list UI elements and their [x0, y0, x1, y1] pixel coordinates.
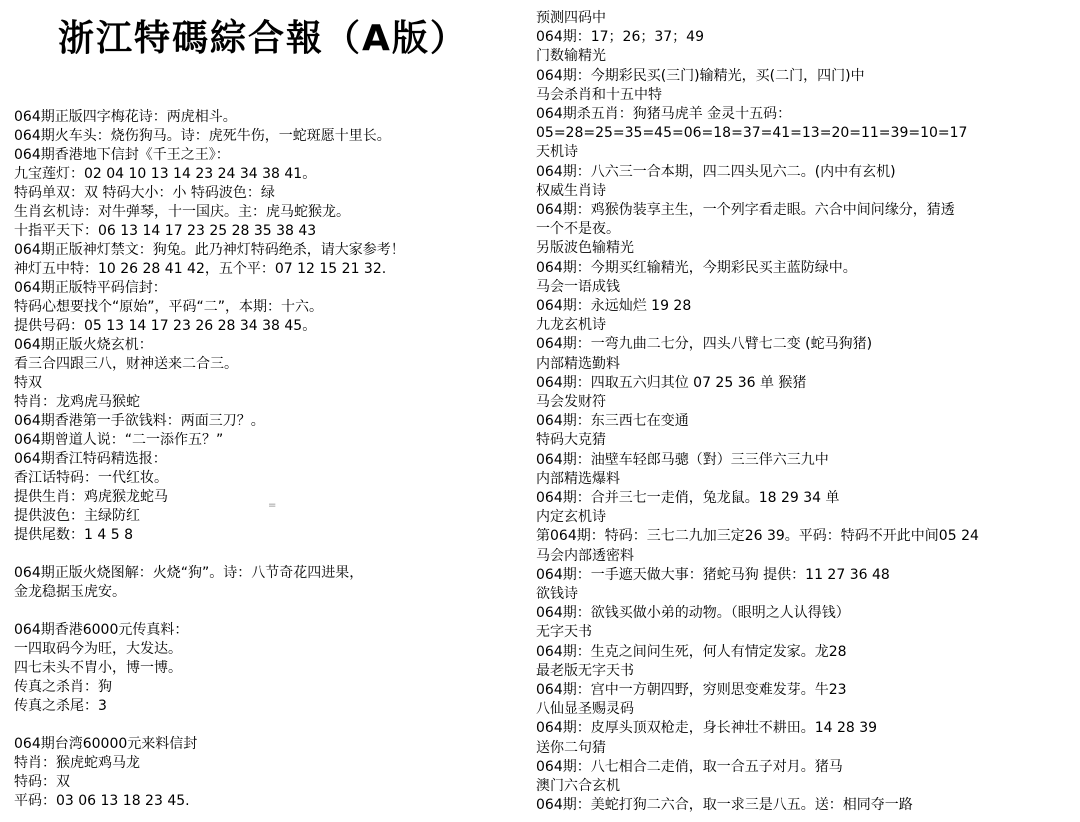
right-line: 九龙玄机诗 [536, 317, 606, 334]
right-line: 马会发财符 [536, 394, 606, 410]
left-line: 提供波色：主绿防红 [14, 508, 140, 524]
left-line: 064期香港第一手欲钱料：两面三刀？。 [14, 413, 265, 429]
right-line: 马会一语成钱 [536, 278, 620, 295]
right-line: 送你二句猜 [536, 739, 606, 756]
right-line: 064期：宫中一方朝四野，穷则思变难发芽。牛23 [536, 682, 847, 698]
right-line: 内部精选爆料 [536, 470, 620, 487]
right-line: 064期：东三西七在变通 [536, 413, 689, 430]
left-line: 提供生肖：鸡虎猴龙蛇马 [14, 489, 168, 505]
left-line: 特双 [14, 375, 42, 391]
right-line: 最老版无字天书 [536, 662, 634, 679]
left-line: 神灯五中特：10 26 28 41 42，五个平：07 12 15 21 32. [14, 261, 387, 277]
right-line: 064期：皮厚头顶双枪走，身长神壮不耕田。14 28 39 [536, 720, 878, 737]
left-line: 提供尾数：1 4 5 8 [14, 527, 133, 543]
right-line: 064期：今期买红输精光，今期彩民买主蓝防绿中。 [536, 259, 857, 276]
left-line: 平码：03 06 13 18 23 45. [14, 793, 190, 809]
left-line: 生肖玄机诗：对牛弹琴，十一国庆。主：虎马蛇猴龙。 [14, 204, 350, 220]
right-line: 064期：美蛇打狗二六合，取一求三是八五。送：相同夺一路 [536, 797, 913, 814]
left-line: 传真之杀尾：3 [14, 698, 107, 714]
left-line: 九宝莲灯：02 04 10 13 14 23 24 34 38 41。 [14, 166, 317, 182]
left-line: 064期曾道人说：“二一添作五？” [14, 432, 224, 448]
left-line: 064期火车头：烧伤狗马。诗：虎死牛伤，一蛇斑愿十里长。 [14, 128, 391, 144]
left-line: 四七未头不胄小，博一博。 [14, 660, 182, 676]
left-line: 特码：双 [14, 774, 70, 790]
left-line: 特肖：猴虎蛇鸡马龙 [14, 755, 140, 771]
right-line: 064期：八七相合二走俏，取一合五子对月。猪马 [536, 758, 843, 775]
left-line: 064期正版火烧玄机： [14, 337, 153, 353]
right-line: 064期：鸡猴伪装享主生，一个列字看走眼。六合中间问缘分，猜透 [536, 202, 955, 218]
stray-mark: = [268, 500, 277, 511]
right-line: 预测四码中 [536, 10, 606, 26]
left-line: 064期正版神灯禁文：狗兔。此乃神灯特码绝杀，请大家参考！ [14, 242, 405, 258]
right-line: 八仙显圣赐灵码 [536, 701, 634, 718]
right-line: 马会杀肖和十五中特 [536, 86, 662, 103]
left-line: 064期正版四字梅花诗：两虎相斗。 [14, 109, 237, 125]
right-line: 天机诗 [536, 144, 578, 161]
left-line: 064期香江特码精选报： [14, 451, 167, 467]
right-line: 05=28=25=35=45=06=18=37=41=13=20=11=39=10=17 [536, 125, 968, 142]
right-line: 澳门六合玄机 [536, 778, 620, 794]
page-title: 浙江特碼綜合報（A版） [58, 18, 468, 59]
left-line: 金龙稳据玉虎安。 [14, 584, 126, 600]
left-line: 064期香港6000元传真料： [14, 622, 189, 638]
left-line: 特码心想要找个“原始”，平码“二”，本期：十六。 [14, 299, 324, 315]
right-line: 门数输精光 [536, 48, 606, 65]
right-line: 064期：合并三七一走俏，兔龙鼠。18 29 34 单 [536, 490, 840, 506]
right-line: 064期：一弯九曲二七分，四头八臂七二变 (蛇马狗猪) [536, 336, 873, 353]
right-line: 064期：四取五六归其位 07 25 36 单 猴猪 [536, 374, 807, 391]
right-line: 064期：油壁车轻郎马骢（對）三三伴六三九中 [536, 451, 829, 468]
right-line: 064期：生克之间问生死，何人有情定发家。龙28 [536, 643, 847, 660]
right-line: 064期：今期彩民买(三门)输精光，买(二门，四门)中 [536, 67, 865, 84]
right-line: 一个不是夜。 [536, 221, 620, 238]
right-line: 特码大克猜 [536, 432, 606, 449]
left-line: 传真之杀肖：狗 [14, 679, 112, 695]
left-line: 香江话特码：一代红妆。 [14, 470, 168, 486]
right-line: 另版波色输精光 [536, 240, 634, 257]
right-line: 马会内部透密料 [536, 547, 634, 564]
right-line: 064期杀五肖：狗猪马虎羊 金灵十五码： [536, 106, 792, 122]
right-line: 无字天书 [536, 624, 592, 641]
right-line: 064期：17；26；37；49 [536, 29, 704, 46]
right-line: 064期：八六三一合本期，四二四头见六二。(内中有玄机) [536, 163, 896, 180]
right-line: 内部精选勤料 [536, 355, 620, 372]
left-line: 064期正版特平码信封： [14, 280, 167, 296]
right-line: 064期：欲钱买做小弟的动物。（眼明之人认得钱） [536, 605, 850, 622]
left-line: 064期香港地下信封《千王之王》： [14, 147, 230, 163]
left-line: 一四取码今为旺，大发达。 [14, 641, 182, 657]
right-line: 064期：永远灿烂 19 28 [536, 298, 692, 314]
right-line: 内定玄机诗 [536, 509, 606, 526]
right-line: 064期：一手遮天做大事：猪蛇马狗 提供：11 27 36 48 [536, 566, 890, 583]
left-line: 看三合四跟三八，财神送来二合三。 [14, 356, 238, 372]
right-line: 欲钱诗 [536, 586, 578, 602]
right-line: 权威生肖诗 [536, 182, 606, 199]
left-line: 提供号码：05 13 14 17 23 26 28 34 38 45。 [14, 318, 317, 334]
left-line: 064期台湾60000元来料信封 [14, 736, 198, 752]
left-line: 特码单双：双 特码大小：小 特码波色：绿 [14, 185, 275, 201]
left-line: 特肖：龙鸡虎马猴蛇 [14, 394, 140, 410]
left-line: 十指平天下：06 13 14 17 23 25 28 35 38 43 [14, 223, 317, 239]
right-line: 第064期：特码：三七二九加三定26 39。平码：特码不开此中间05 24 [536, 528, 979, 545]
left-line: 064期正版火烧图解：火烧“狗”。诗：八节奇花四进果， [14, 565, 364, 581]
